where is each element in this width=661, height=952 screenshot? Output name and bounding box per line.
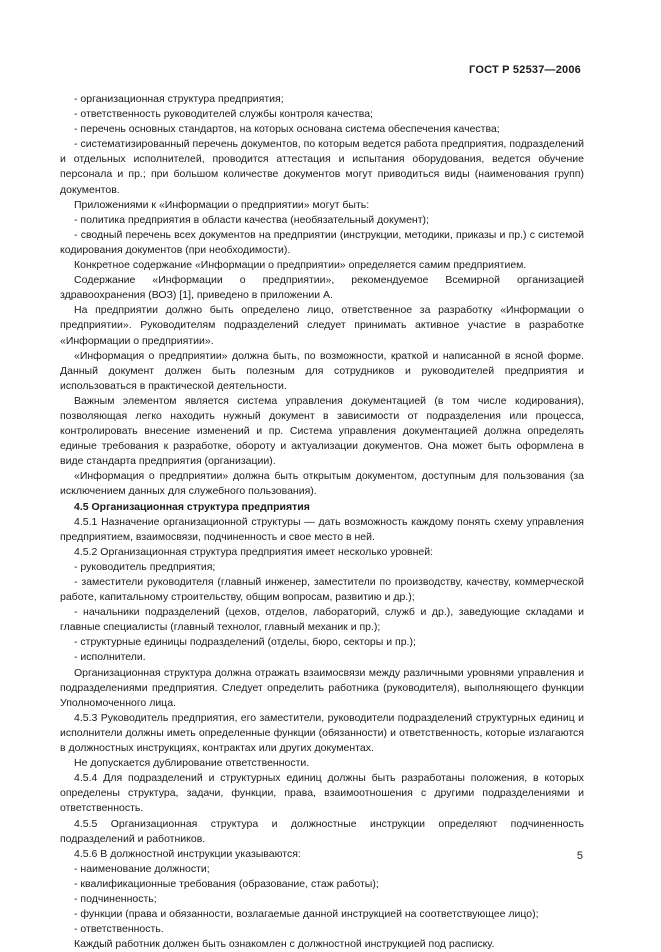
page-number: 5	[576, 850, 583, 862]
paragraph: Содержание «Информации о предприятии», рекомендуемое Всемирной организацией здравоохранения (ВОЗ) [1], приведено в приложении А.	[60, 274, 584, 302]
list-item: - структурные единицы подразделений (отделы, бюро, секторы и пр.);	[74, 636, 416, 649]
list-item: - сводный перечень всех документов на предприятии (инструкции, методики, приказы и пр.) с системой кодирования документов (при необходимости).	[60, 228, 584, 256]
list-item: - заместители руководителя (главный инженер, заместители по производству, качеству, коммерческой работе, капитальному строительству, общим вопросам, развитию и др.);	[60, 576, 584, 604]
list-item: - систематизированный перечень документов, по которым ведется работа предприятия, подразделений и отдельных исполнителей, проводится аттестация и испытания оборудования, ведется обучение персонала и пр.; при большом количестве документов могут приводиться виды (наименования групп) документов.	[60, 138, 584, 196]
paragraph: Приложениями к «Информации о предприятии» могут быть:	[74, 198, 370, 211]
list-item: - ответственность руководителей службы контроля качества;	[74, 108, 373, 121]
paragraph: 4.5.4 Для подразделений и структурных единиц должны быть разработаны положения, в которых определены структура, задачи, функции, права, взаимоотношения с другими подразделениями и ответственность.	[60, 772, 584, 815]
document-code-header: ГОСТ Р 52537—2006	[469, 64, 581, 76]
list-item: - исполнители.	[74, 651, 146, 664]
paragraph: 4.5.1 Назначение организационной структуры — дать возможность каждому понять схему управления предприятием, взаимосвязи, подчиненность и свое место в ней.	[60, 515, 584, 543]
paragraph: На предприятии должно быть определено лицо, ответственное за разработку «Информации о предприятии». Руководителям подразделений следует принимать активное участие в разработке «Информации о предприятии».	[60, 304, 584, 347]
document-body	[60, 92, 584, 952]
paragraph: «Информация о предприятии» должна быть, по возможности, краткой и написанной в ясной форме. Данный документ должен быть полезным для сотрудников и руководителей предприятия и использоваться в практической деятельности.	[60, 349, 584, 392]
paragraph: 4.5.5 Организационная структура и должностные инструкции определяют подчиненность подразделений и работников.	[60, 817, 584, 845]
list-item: - организационная структура предприятия;	[74, 93, 284, 105]
list-item: - перечень основных стандартов, на которых основана система обеспечения качества;	[74, 123, 500, 136]
paragraph: «Информация о предприятии» должна быть открытым документом, доступным для пользования (за исключением данных для служебного пользования).	[60, 470, 584, 498]
paragraph: Не допускается дублирование ответственности.	[74, 757, 310, 770]
paragraph: Каждый работник должен быть ознакомлен с должностной инструкцией под расписку.	[74, 938, 495, 951]
list-item: - руководитель предприятия;	[74, 560, 216, 573]
paragraph: Важным элементом является система управления документацией (в том числе кодирования), позволяющая легко находить нужный документ в зависимости от подразделения или процесса, контролировать внесение изменений и пр. Система управления документацией должна определять единые требования к разработке, обороту и актуализации документов. Она может быть оформлена в виде стандарта предприятия (организации).	[60, 394, 584, 468]
list-item: - политика предприятия в области качества (необязательный документ);	[74, 213, 429, 226]
list-item: - начальники подразделений (цехов, отделов, лабораторий, служб и др.), заведующие складами и главные специалисты (главный технолог, главный механик и пр.);	[60, 606, 584, 634]
section-heading: 4.5 Организационная структура предприятия	[74, 500, 310, 513]
list-item: - подчиненность;	[74, 892, 157, 905]
list-item: - ответственность.	[74, 923, 164, 936]
paragraph: 4.5.3 Руководитель предприятия, его заместители, руководители подразделений структурных единиц и исполнители должны иметь определенные функции (обязанности) и ответственность, которые излагаются в должностных инструкциях, контрактах или других документах.	[60, 711, 584, 755]
list-item: - квалификационные требования (образование, стаж работы);	[74, 877, 379, 890]
paragraph: Конкретное содержание «Информации о предприятии» определяется самим предприятием.	[74, 259, 527, 272]
paragraph: Организационная структура должна отражать взаимосвязи между различными уровнями управления и подразделениями предприятия. Следует определить работника (руководителя), выполняющего функции Уполномоченного лица.	[60, 666, 584, 709]
list-item: - наименование должности;	[74, 862, 210, 875]
paragraph: 4.5.2 Организационная структура предприятия имеет несколько уровней:	[74, 545, 434, 558]
paragraph: 4.5.6 В должностной инструкции указываются:	[74, 847, 301, 860]
list-item: - функции (права и обязанности, возлагаемые данной инструкцией на соответствующее лицо);	[74, 908, 539, 921]
